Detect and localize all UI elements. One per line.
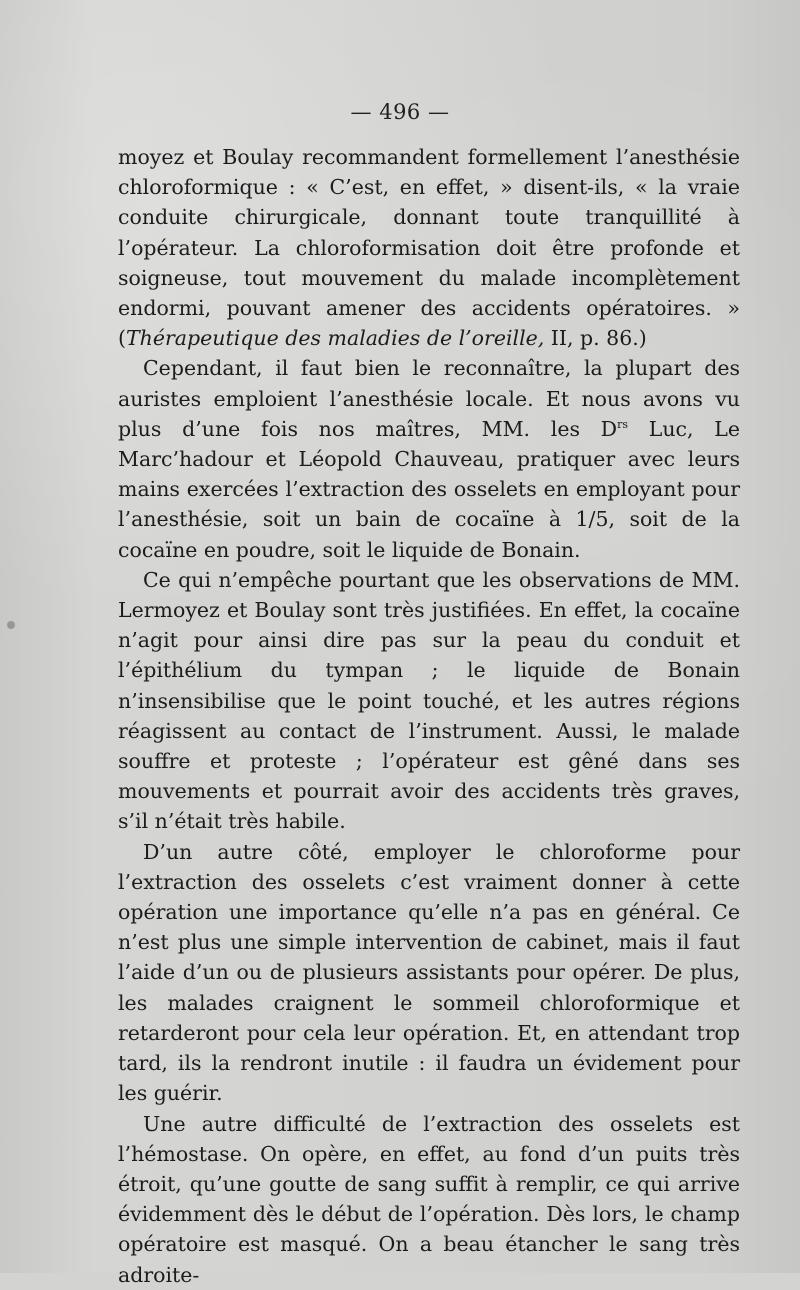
italic-text: Thérapeutique des maladies de l’oreille, [126, 326, 545, 351]
margin-spot [7, 621, 15, 629]
paragraph-text: D’un autre côté, employer le chloroforme pour l’extraction des osselets c’est vraiment donner à cette opération une importance qu’elle n’a pas en général. Ce n’est plus une simple intervention de cabinet, mais il faut l’aide d’un ou de plusieurs assistants pour opérer. De plus, les malades craignent le sommeil chloroformique et retarderont pour cela leur opération. Et, en attendant trop tard, ils la rendront inutile : il faudra un évidement pour les guérir. [118, 839, 740, 1106]
paragraph-text: Une autre difficulté de l’extraction des osselets est l’hémostase. On opère, en effet, au fond d’un puits très étroit, qu’une goutte de sang suffit à remplir, ce qui arrive évidemment dès le début de l’opération. Dès lors, le champ opératoire est masqué. On a beau étancher le sang très adroite- [118, 1111, 740, 1287]
page-number: — 496 — [350, 100, 450, 124]
paragraph-text: II, p. 86.) [544, 326, 647, 351]
paragraph-text: Cependant, il faut bien le reconnaître, la plupart des auristes emploient l’anesthésie locale. Et nous avons vu plus d’une fois nos maîtres, MM. les D [118, 356, 740, 441]
superscript-text: rs [617, 418, 629, 431]
paragraph-text: moyez et Boulay recommandent formellement l’anesthésie chloroformique : « C’est, en effet, » disent-ils, « la vraie conduite chirurgicale, donnant toute tranquillité à l’opérateur. La chloroformisation doit être profonde et soigneuse, tout mouvement du malade incomplètement endormi, pouvant amener des accidents opératoires. » ( [118, 145, 740, 351]
paragraph-text: Luc, Le Marc’hadour et Léopold Chauveau, pratiquer avec leurs mains exercées l’extraction des osselets en employant pour l’anesthésie, soit un bain de cocaïne à 1/5, soit de la cocaïne en poudre, soit le liquide de Bonain. [118, 416, 740, 562]
paragraph [118, 142, 740, 353]
paragraph [118, 1109, 740, 1290]
paragraph [118, 565, 740, 837]
paragraph [118, 353, 740, 564]
paragraph [118, 837, 740, 1109]
paragraph-text: Ce qui n’empêche pourtant que les observations de MM. Lermoyez et Boulay sont très justifiées. En effet, la cocaïne n’agit pour ainsi dire pas sur la peau du conduit et l’épithélium du tympan ; le liquide de Bonain n’insensibilise que le point touché, et les autres régions réagissent au contact de l’instrument. Aussi, le malade souffre et proteste ; l’opérateur est gêné dans ses mouvements et pourrait avoir des accidents très graves, s’il n’était très habile. [118, 567, 740, 834]
page-body [118, 142, 740, 1290]
